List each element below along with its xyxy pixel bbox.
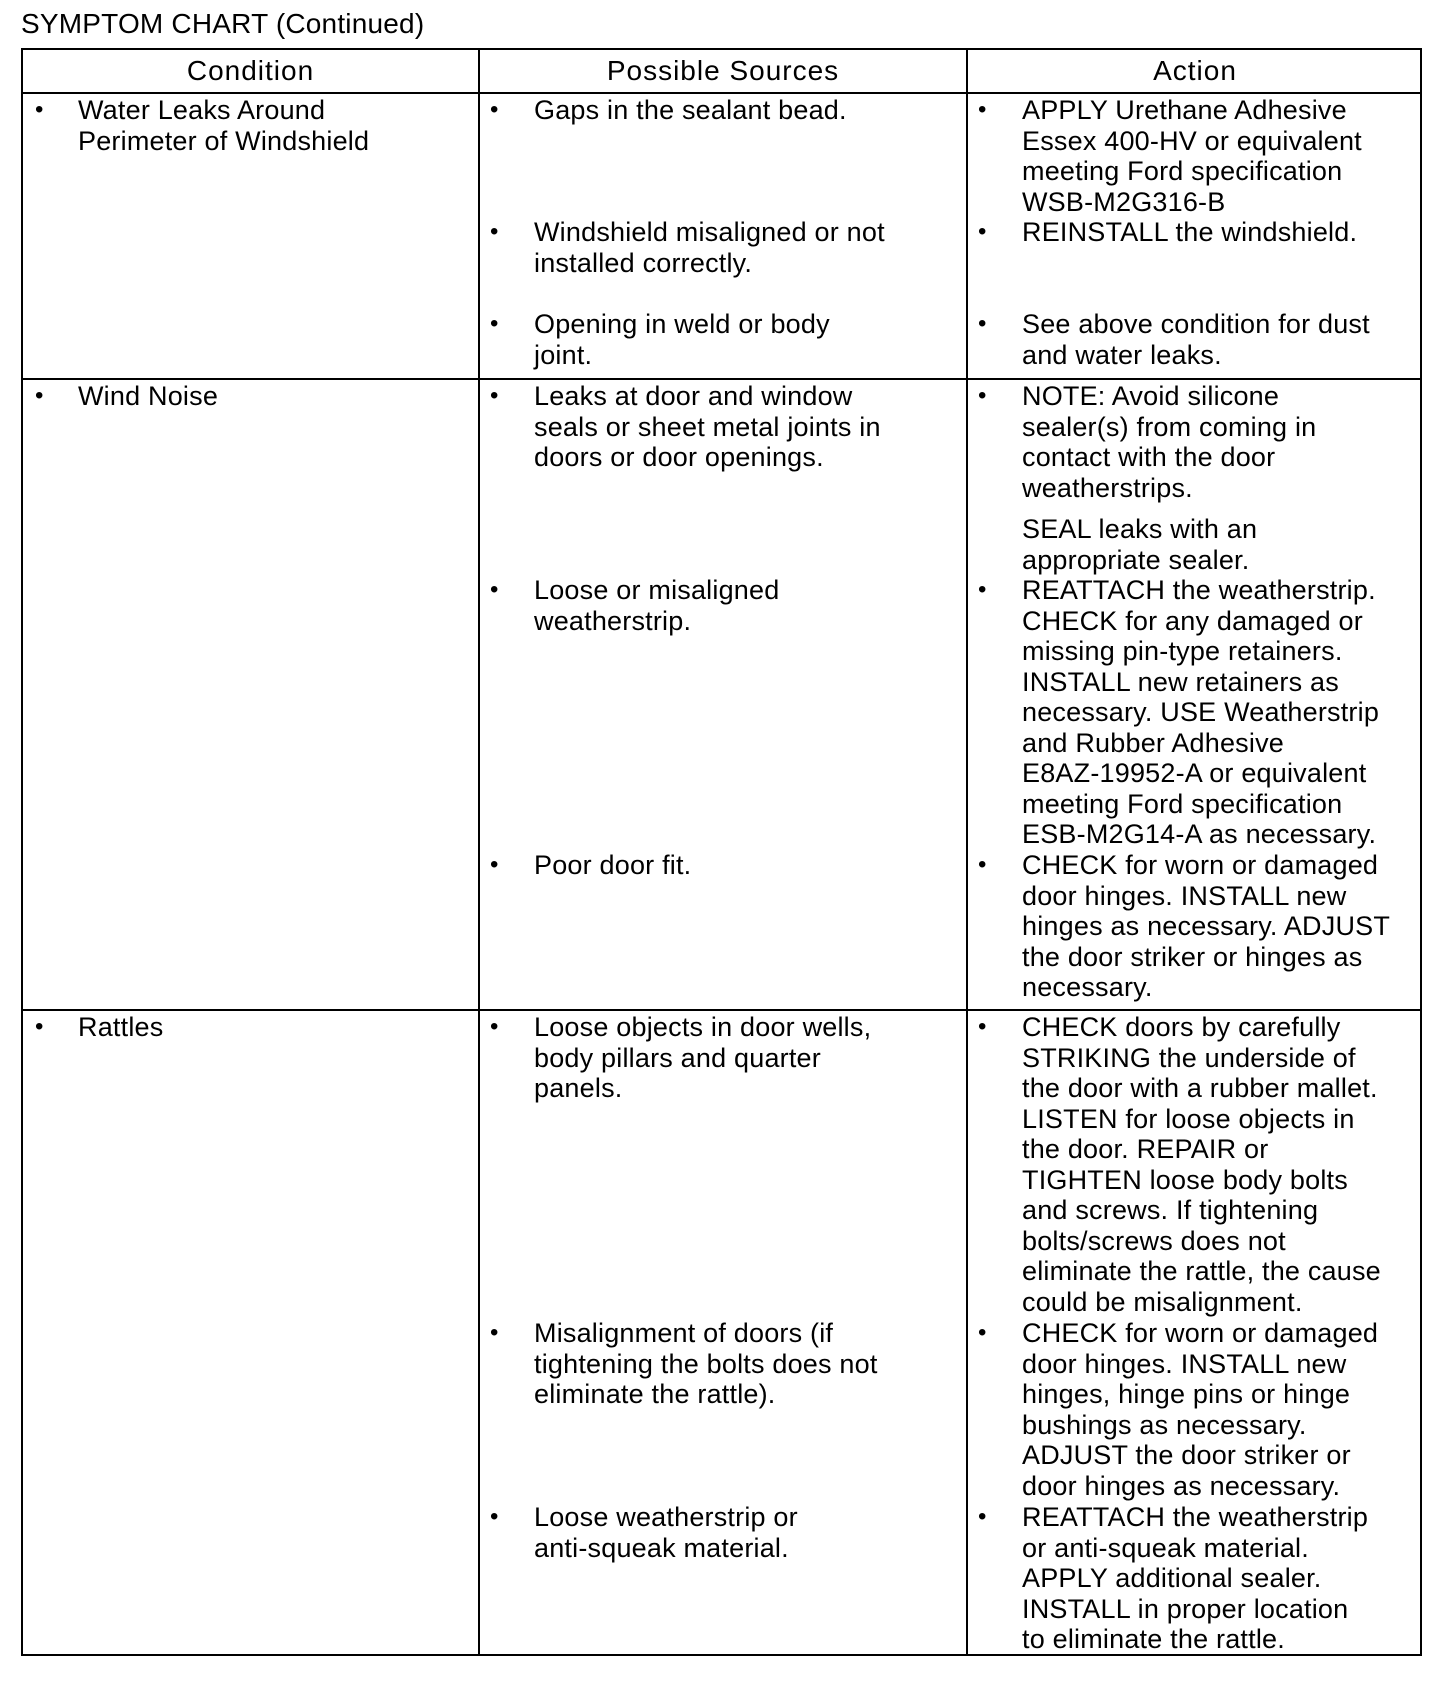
bullet: • — [35, 1013, 44, 1040]
bullet: • — [978, 1503, 987, 1530]
source-text: Loose objects in door wells, body pillars and quarter panels. — [534, 1012, 872, 1103]
bullet: • — [978, 310, 987, 337]
source-text: Opening in weld or body joint. — [534, 309, 830, 370]
bullet: • — [35, 96, 44, 123]
bullet: • — [35, 382, 44, 409]
bullet: • — [490, 1503, 499, 1530]
bullet: • — [978, 851, 987, 878]
bullet: • — [490, 310, 499, 337]
bullet: • — [490, 382, 499, 409]
action-text: See above condition for dust and water leaks. — [1022, 309, 1370, 370]
bullet: • — [490, 1013, 499, 1040]
source-text: Loose weatherstrip or anti-squeak material. — [534, 1502, 798, 1563]
row-divider — [23, 1009, 1420, 1011]
action-text: REATTACH the weatherstrip or anti-squeak material. APPLY additional sealer. INSTALL in proper location to eliminate the rattle. — [1022, 1502, 1369, 1654]
column-divider — [966, 50, 968, 1654]
symptom-chart-table — [21, 48, 1422, 1656]
source-text: Misalignment of doors (if tightening the bolts does not eliminate the rattle). — [534, 1318, 878, 1409]
condition-text: Wind Noise — [78, 381, 219, 411]
bullet: • — [978, 1319, 987, 1346]
action-text: NOTE: Avoid silicone sealer(s) from coming in contact with the door weatherstrips. — [1022, 381, 1317, 503]
source-text: Poor door fit. — [534, 850, 692, 880]
header-condition: Condition — [186, 55, 315, 86]
source-text: Loose or misaligned weatherstrip. — [534, 575, 780, 636]
header-divider — [23, 92, 1420, 94]
bullet: • — [490, 218, 499, 245]
source-text: Gaps in the sealant bead. — [534, 95, 847, 125]
bullet: • — [978, 96, 987, 123]
page-title: SYMPTOM CHART (Continued) — [21, 8, 425, 39]
bullet: • — [978, 576, 987, 603]
bullet: • — [978, 1013, 987, 1040]
action-text: SEAL leaks with an appropriate sealer. — [1022, 514, 1258, 575]
action-text: CHECK doors by carefully STRIKING the underside of the door with a rubber mallet. LISTEN for loose objects in the door. REPAIR or TIGHTEN loose body bolts and screws. If tightening bolts/screws does not eliminate the rattle, the cause could be misalignment. — [1022, 1012, 1381, 1317]
row-divider — [23, 378, 1420, 380]
bullet: • — [490, 851, 499, 878]
column-divider — [478, 50, 480, 1654]
header-action: Action — [1153, 55, 1237, 86]
action-text: REATTACH the weatherstrip. CHECK for any damaged or missing pin-type retainers. INSTALL new retainers as necessary. USE Weatherstrip and Rubber Adhesive E8AZ-19952-A or equivalent meeting Ford specification ESB-M2G14-A as necessary. — [1022, 575, 1380, 849]
header-possible-sources: Possible Sources — [606, 55, 840, 86]
bullet: • — [490, 576, 499, 603]
action-text: APPLY Urethane Adhesive Essex 400-HV or equivalent meeting Ford specification WSB-M2G316-B — [1022, 95, 1362, 217]
source-text: Leaks at door and window seals or sheet metal joints in doors or door openings. — [534, 381, 881, 472]
bullet: • — [978, 218, 987, 245]
condition-text: Water Leaks Around Perimeter of Windshield — [78, 95, 370, 156]
source-text: Windshield misaligned or not installed correctly. — [534, 217, 885, 278]
bullet: • — [978, 382, 987, 409]
action-text: REINSTALL the windshield. — [1022, 217, 1358, 247]
bullet: • — [490, 1319, 499, 1346]
condition-text: Rattles — [78, 1012, 164, 1042]
action-text: CHECK for worn or damaged door hinges. INSTALL new hinges, hinge pins or hinge bushings as necessary. ADJUST the door striker or door hinges as necessary. — [1022, 1318, 1379, 1501]
action-text: CHECK for worn or damaged door hinges. INSTALL new hinges as necessary. ADJUST the door striker or hinges as necessary. — [1022, 850, 1391, 1002]
bullet: • — [490, 96, 499, 123]
